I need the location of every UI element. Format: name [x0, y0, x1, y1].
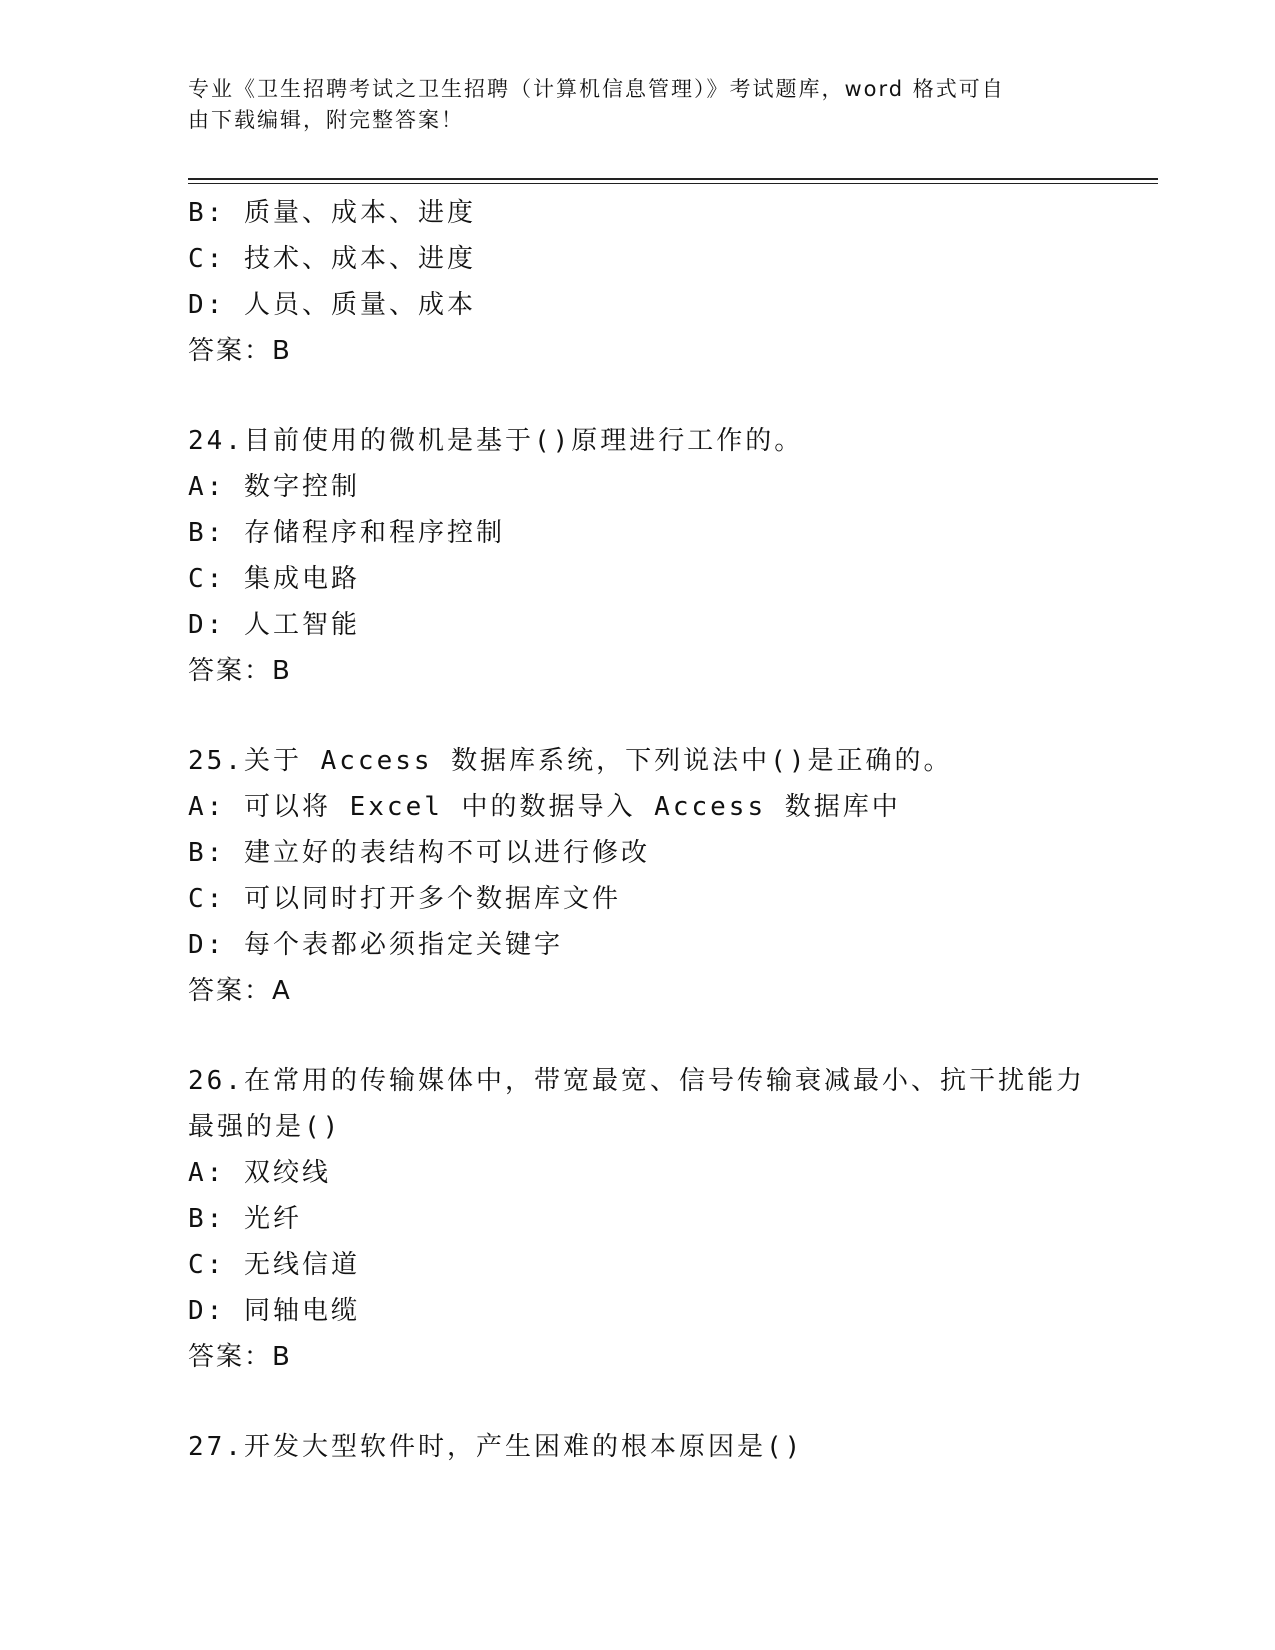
answer: 答案：B [188, 656, 292, 686]
question-list [188, 190, 1088, 1470]
answer: 答案：B [188, 336, 292, 366]
option-c: C: 技术、成本、进度 [188, 244, 476, 274]
question-text: 25.关于 Access 数据库系统，下列说法中()是正确的。 [188, 746, 953, 776]
option-b: B: 质量、成本、进度 [188, 198, 476, 228]
option-d: D: 同轴电缆 [188, 1296, 360, 1326]
answer: 答案：A [188, 976, 292, 1006]
option-a: A: 数字控制 [188, 472, 360, 502]
option-a: A: 双绞线 [188, 1158, 331, 1188]
question-text: 27.开发大型软件时，产生困难的根本原因是() [188, 1432, 804, 1462]
option-a: A: 可以将 Excel 中的数据导入 Access 数据库中 [188, 792, 901, 822]
option-b: B: 光纤 [188, 1204, 302, 1234]
question-24 [188, 418, 1088, 694]
option-b: B: 存储程序和程序控制 [188, 518, 505, 548]
question-text: 24.目前使用的微机是基于()原理进行工作的。 [188, 426, 804, 456]
document-header [188, 74, 1068, 136]
option-d: D: 人工智能 [188, 610, 360, 640]
option-b: B: 建立好的表结构不可以进行修改 [188, 838, 650, 868]
question-26 [188, 1058, 1088, 1380]
question-25 [188, 738, 1088, 1014]
question-23-partial [188, 190, 1088, 374]
option-c: C: 无线信道 [188, 1250, 360, 1280]
header-divider-thin [188, 183, 1158, 184]
header-line-1: 专业《卫生招聘考试之卫生招聘（计算机信息管理）》考试题库，word 格式可自 [188, 77, 1005, 101]
answer: 答案：B [188, 1342, 292, 1372]
question-text-line-1: 26.在常用的传输媒体中，带宽最宽、信号传输衰减最小、抗干扰能力 [188, 1066, 1085, 1096]
option-c: C: 可以同时打开多个数据库文件 [188, 884, 621, 914]
header-divider [188, 178, 1158, 180]
option-d: D: 每个表都必须指定关键字 [188, 930, 563, 960]
option-c: C: 集成电路 [188, 564, 360, 594]
option-d: D: 人员、质量、成本 [188, 290, 476, 320]
question-text-line-2: 最强的是() [188, 1112, 342, 1142]
header-line-2: 由下载编辑，附完整答案！ [188, 108, 464, 132]
question-27 [188, 1424, 1088, 1470]
